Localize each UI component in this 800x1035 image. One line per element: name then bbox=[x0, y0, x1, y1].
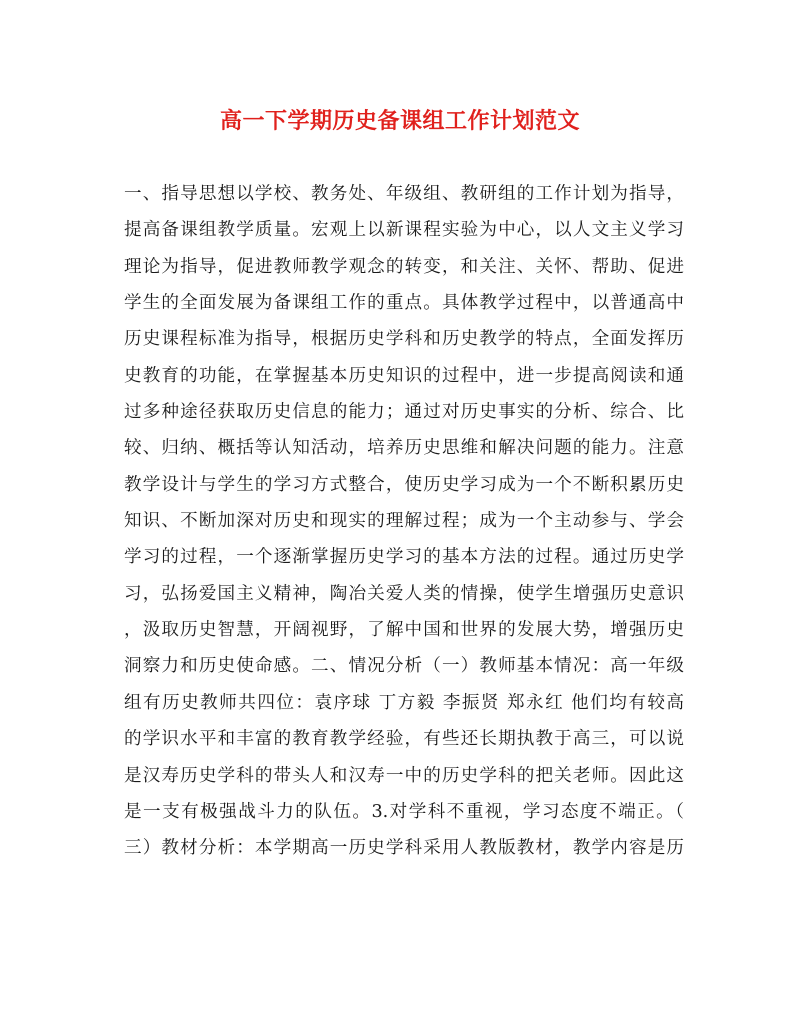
body-line: 史教育的功能，在掌握基本历史知识的过程中，进一步提高阅读和通 bbox=[124, 365, 684, 386]
body-line: 学生的全面发展为备课组工作的重点。具体教学过程中，以普通高中 bbox=[124, 293, 684, 314]
body-line: 的学识水平和丰富的教育教学经验，有些还长期执教于高三，可以说 bbox=[124, 729, 684, 750]
body-line: 学习的过程，一个逐渐掌握历史学习的基本方法的过程。通过历史学 bbox=[124, 547, 684, 568]
document-title: 高一下学期历史备课组工作计划范文 bbox=[219, 108, 580, 134]
body-line: 过多种途径获取历史信息的能力；通过对历史事实的分析、综合、比 bbox=[124, 402, 684, 423]
body-line: 是汉寿历史学科的带头人和汉寿一中的历史学科的把关老师。因此这 bbox=[124, 765, 684, 786]
body-line: 三）教材分析：本学期高一历史学科采用人教版教材，教学内容是历 bbox=[124, 838, 684, 859]
body-line: 知识、不断加深对历史和现实的理解过程；成为一个主动参与、学会 bbox=[124, 511, 684, 532]
body-line: 提高备课组教学质量。宏观上以新课程实验为中心，以人文主义学习 bbox=[124, 220, 684, 241]
body-line: 较、归纳、概括等认知活动，培养历史思维和解决问题的能力。注意 bbox=[124, 438, 684, 459]
document-body bbox=[124, 176, 684, 867]
body-line: 历史课程标准为指导，根据历史学科和历史教学的特点，全面发挥历 bbox=[124, 329, 684, 350]
body-line: 习，弘扬爱国主义精神，陶冶关爱人类的情操，使学生增强历史意识 bbox=[124, 583, 684, 604]
body-line: 理论为指导，促进教师教学观念的转变，和关注、关怀、帮助、促进 bbox=[124, 256, 684, 277]
body-line: 教学设计与学生的学习方式整合，使历史学习成为一个不断积累历史 bbox=[124, 474, 684, 495]
body-line: 是一支有极强战斗力的队伍。3.对学科不重视，学习态度不端正。（ bbox=[124, 801, 684, 822]
body-line: 一、指导思想以学校、教务处、年级组、教研组的工作计划为指导， bbox=[124, 184, 684, 204]
body-line: ，汲取历史智慧，开阔视野，了解中国和世界的发展大势，增强历史 bbox=[124, 620, 684, 641]
body-line: 组有历史教师共四位：袁序球 丁方毅 李振贤 郑永红 他们均有较高 bbox=[124, 692, 684, 713]
body-line: 洞察力和历史使命感。二、情况分析（一）教师基本情况：高一年级 bbox=[124, 656, 684, 677]
